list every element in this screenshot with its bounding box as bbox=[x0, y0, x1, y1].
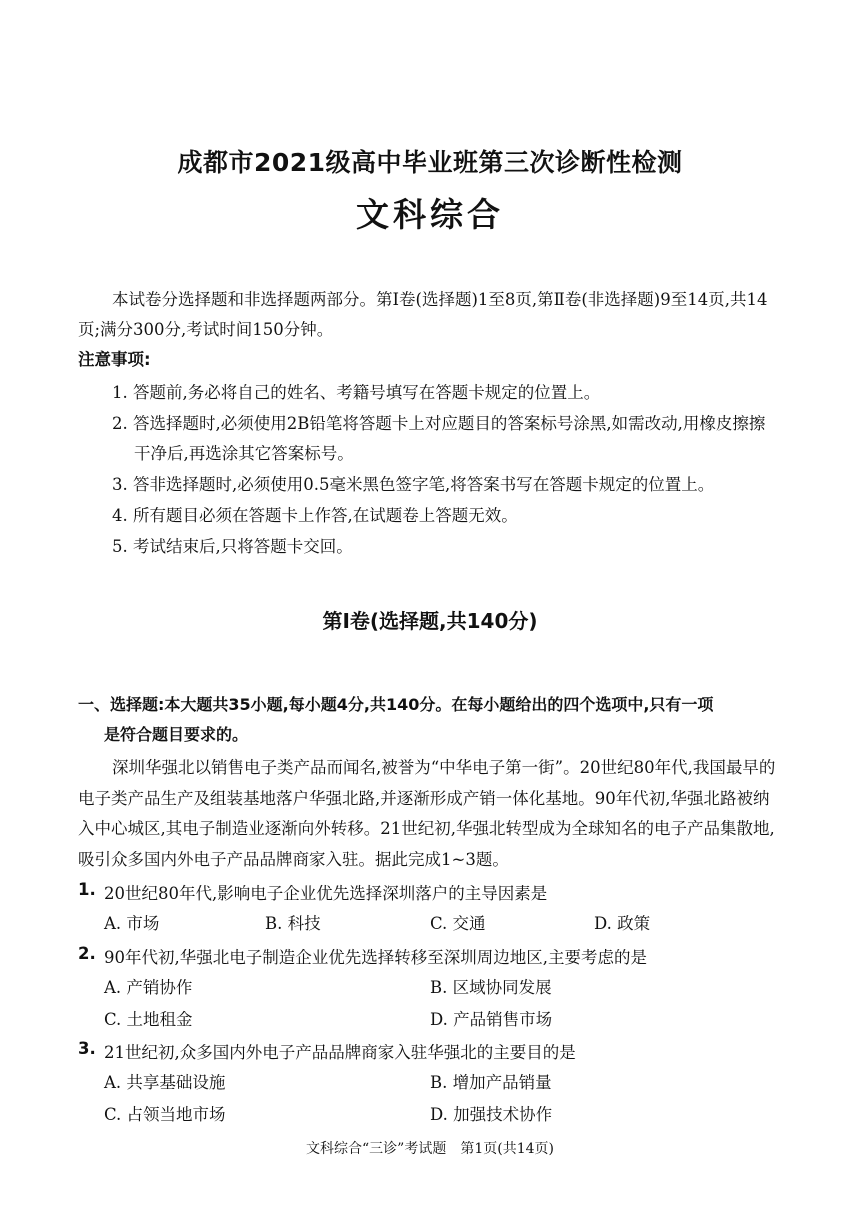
question-stem: 90年代初,华强北电子制造企业优先选择转移至深圳周边地区,主要考虑的是 bbox=[104, 948, 647, 967]
option-c: C. 土地租金 bbox=[104, 1010, 193, 1029]
option-row bbox=[78, 1063, 778, 1095]
part-heading-line: 一、选择题:本大题共35小题,每小题4分,共140分。在每小题给出的四个选项中,只有一项 bbox=[78, 695, 714, 714]
option-c: C. 交通 bbox=[430, 914, 486, 933]
notice-list bbox=[112, 378, 772, 563]
part-heading-line: 是符合题目要求的。 bbox=[104, 725, 249, 744]
option-row bbox=[78, 968, 778, 1000]
question-2 bbox=[78, 944, 778, 1032]
option-row bbox=[78, 904, 778, 936]
intro-paragraph: 本试卷分选择题和非选择题两部分。第Ⅰ卷(选择题)1至8页,第Ⅱ卷(非选择题)9至14页,共14页;满分300分,考试时间150分钟。 bbox=[78, 290, 768, 339]
option-d: D. 产品销售市场 bbox=[430, 1010, 553, 1029]
notice-item: 5. 考试结束后,只将答题卡交回。 bbox=[112, 537, 353, 556]
notice-item: 4. 所有题目必须在答题卡上作答,在试题卷上答题无效。 bbox=[112, 506, 518, 525]
notice-item: 3. 答非选择题时,必须使用0.5毫米黑色签字笔,将答案书写在答题卡规定的位置上。 bbox=[112, 475, 715, 494]
question-1 bbox=[78, 880, 778, 936]
part-heading bbox=[78, 690, 778, 750]
option-c: C. 占领当地市场 bbox=[104, 1105, 226, 1124]
page-footer: 文科综合“三诊”考试题 第1页(共14页) bbox=[306, 1141, 554, 1157]
option-row bbox=[78, 1095, 778, 1127]
question-number: 3. bbox=[78, 1039, 96, 1058]
notice-item: 1. 答题前,务必将自己的姓名、考籍号填写在答题卡规定的位置上。 bbox=[112, 383, 601, 402]
option-a: A. 共享基础设施 bbox=[104, 1073, 226, 1092]
question-number: 2. bbox=[78, 944, 96, 963]
question-number: 1. bbox=[78, 880, 96, 899]
notice-heading: 注意事项: bbox=[78, 350, 151, 369]
notice-item: 2. 答选择题时,必须使用2B铅笔将答题卡上对应题目的答案标号涂黑,如需改动,用橡皮擦擦干净后,再选涂其它答案标号。 bbox=[112, 414, 766, 463]
option-a: A. 产销协作 bbox=[104, 978, 193, 997]
option-a: A. 市场 bbox=[104, 914, 160, 933]
option-d: D. 政策 bbox=[594, 914, 651, 933]
exam-title: 成都市2021级高中毕业班第三次诊断性检测 bbox=[177, 148, 683, 177]
option-b: B. 增加产品销量 bbox=[430, 1073, 552, 1092]
question-3 bbox=[78, 1039, 778, 1127]
question-stem: 21世纪初,众多国内外电子产品品牌商家入驻华强北的主要目的是 bbox=[104, 1043, 576, 1062]
section-title: 第Ⅰ卷(选择题,共140分) bbox=[322, 609, 538, 633]
option-b: B. 区域协同发展 bbox=[430, 978, 552, 997]
reading-passage: 深圳华强北以销售电子类产品而闻名,被誉为“中华电子第一街”。20世纪80年代,我国最早的电子类产品生产及组装基地落户华强北路,并逐渐形成产销一体化基地。90年代初,华强北路被纳入中心城区,其电子制造业逐渐向外转移。21世纪初,华强北转型成为全球知名的电子产品集散地,吸引众多国内外电子产品品牌商家入驻。据此完成1~3题。 bbox=[78, 758, 776, 869]
subject-title: 文科综合 bbox=[356, 195, 504, 234]
option-row bbox=[78, 1000, 778, 1032]
question-stem: 20世纪80年代,影响电子企业优先选择深圳落户的主导因素是 bbox=[104, 884, 548, 903]
option-b: B. 科技 bbox=[265, 914, 321, 933]
option-d: D. 加强技术协作 bbox=[430, 1105, 553, 1124]
